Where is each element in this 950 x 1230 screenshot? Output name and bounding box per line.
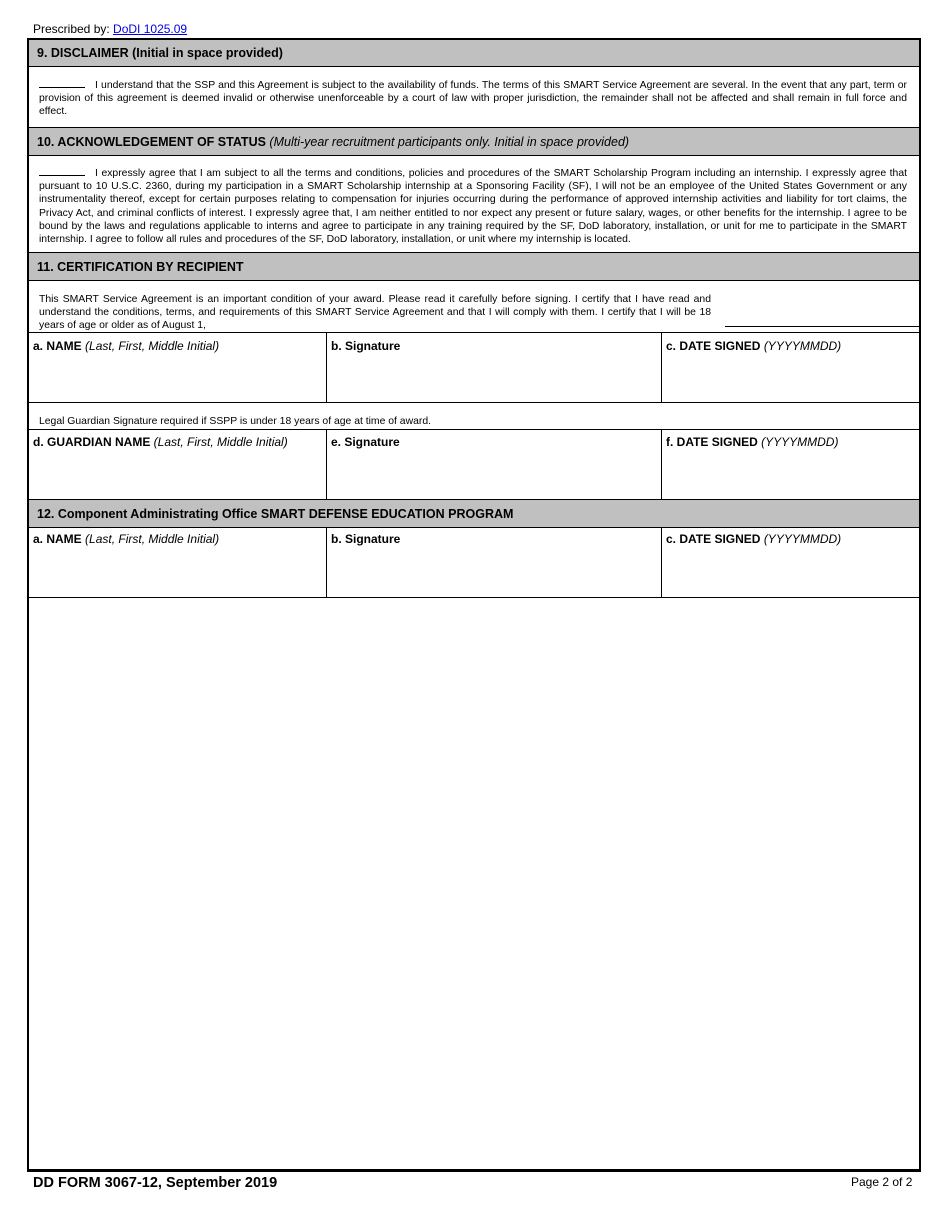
- section-12-header: [29, 499, 919, 528]
- section-11-header: [29, 252, 919, 281]
- divider: [661, 332, 662, 402]
- section-11-text: This SMART Service Agreement is an important condition of your award. Please read it carefully before signing. I certify that I have read and understand the conditions, terms, and requirements of this SMART Service Agreement and that I will comply with them. I certify that I will be 18 years of age or older as of August 1,: [39, 294, 711, 332]
- guardian-name-field[interactable]: d. GUARDIAN NAME (Last, First, Middle Initial): [33, 435, 288, 449]
- divider: [326, 528, 327, 597]
- prescribed-by: [33, 22, 187, 36]
- section-9-header: [29, 40, 919, 67]
- section-10-title: 10. ACKNOWLEDGEMENT OF STATUS: [37, 134, 266, 149]
- section-9-title: 9. DISCLAIMER (Initial in space provided): [37, 46, 283, 60]
- section-12-title: 12. Component Administrating Office SMART DEFENSE EDUCATION PROGRAM: [37, 506, 514, 521]
- divider: [661, 528, 662, 597]
- initial-field-acknowledgement[interactable]: [39, 167, 85, 176]
- divider: [326, 332, 327, 402]
- section-9-text: I understand that the SSP and this Agreement is subject to the availability of funds. The terms of this SMART Service Agreement are several. In the event that any part, term or provision of this agreement is deemed invalid or otherwise unenforceable by a court of law with proper jurisdiction, the remainder shall not be affected and shall remain in full force and effect.: [39, 80, 907, 118]
- guardian-signature-field[interactable]: e. Signature: [331, 435, 400, 449]
- office-date-field[interactable]: c. DATE SIGNED (YYYYMMDD): [666, 532, 842, 546]
- divider: [29, 332, 919, 333]
- dodi-link[interactable]: DoDI 1025.09: [113, 22, 188, 36]
- section-10-subtitle: (Multi-year recruitment participants only. Initial in space provided): [269, 134, 630, 149]
- section-10-text: I expressly agree that I am subject to all the terms and conditions, policies and procedures of the SMART Scholarship Program including an internship. I expressly agree that pursuant to 10 U.S.C. 2360, during my participation in a SMART Scholarship internship at a Sponsoring Facility (SF), I will not be an employee of the United States Government or any instrumentality thereof, except for certain purposes relating to compensation for injuries occurring during the performance of approved internship activities and liability for tort claims, the Privacy Act, and criminal conflicts of interest. I expressly agree that, I am neither entitled to nor expect any present or future salary, wages, or other benefits for the internship. I agree to be bound by the laws and regulations applicable to interns and agree to participate in any training required by the SF, DoD laboratory, installation, or unit for me to participate in the SMART internship. I agree to follow all rules and procedures of the SF, DoD laboratory, installation, or unit where my internship is located.: [39, 168, 907, 246]
- divider: [326, 429, 327, 499]
- office-signature-field[interactable]: b. Signature: [331, 532, 401, 546]
- august-year-field[interactable]: [725, 326, 919, 327]
- form-number: DD FORM 3067-12, September 2019: [33, 1175, 278, 1191]
- section-10-header: [29, 127, 919, 156]
- form-body: [27, 38, 921, 1172]
- recipient-name-field[interactable]: a. NAME (Last, First, Middle Initial): [33, 339, 220, 353]
- divider: [661, 429, 662, 499]
- initial-field-disclaimer[interactable]: [39, 79, 85, 88]
- recipient-date-field[interactable]: c. DATE SIGNED (YYYYMMDD): [666, 339, 842, 353]
- guardian-note: Legal Guardian Signature required if SSPP is under 18 years of age at time of award.: [39, 416, 431, 427]
- page-number: Page 2 of 2: [851, 1175, 913, 1189]
- recipient-signature-field[interactable]: b. Signature: [331, 339, 401, 353]
- guardian-date-field[interactable]: f. DATE SIGNED (YYYYMMDD): [666, 435, 839, 449]
- section-11-title: 11. CERTIFICATION BY RECIPIENT: [37, 259, 244, 274]
- office-name-field[interactable]: a. NAME (Last, First, Middle Initial): [33, 532, 220, 546]
- prescribed-label: Prescribed by:: [33, 22, 110, 36]
- divider: [29, 429, 919, 430]
- divider: [29, 597, 919, 598]
- divider: [29, 402, 919, 403]
